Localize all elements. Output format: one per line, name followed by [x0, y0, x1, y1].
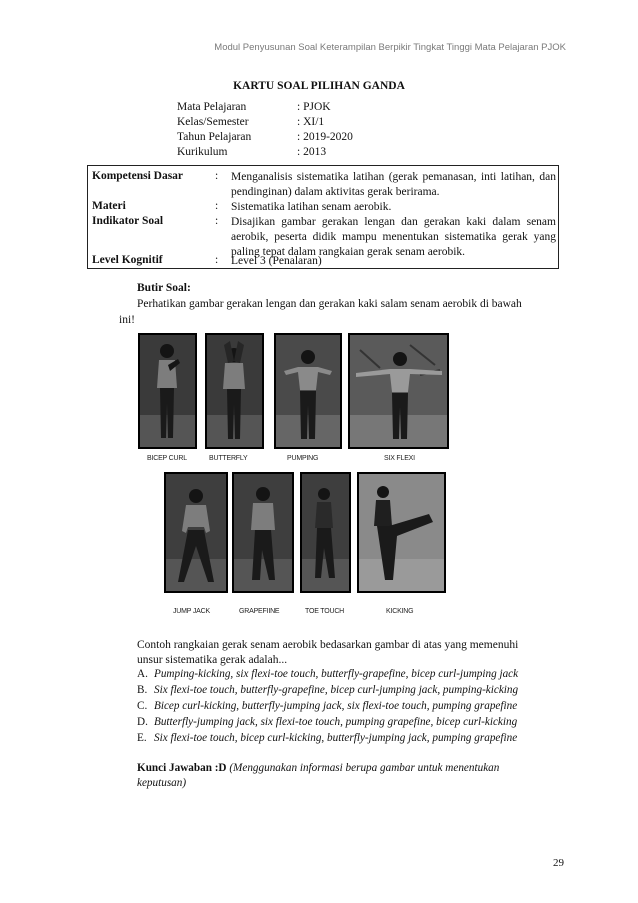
option-text: Pumping-kicking, six flexi-toe touch, butterfly-grapefine, bicep curl-jumping jack: [154, 668, 519, 680]
caption-six-flexi: SIX FLEXI: [384, 455, 415, 462]
option-letter: E.: [137, 732, 147, 744]
butterfly-figure: [207, 335, 262, 447]
meta-value: : XI/1: [297, 116, 325, 128]
colon: :: [215, 254, 219, 266]
photo-jump-jack: [164, 472, 228, 593]
meta-value: : 2013: [297, 146, 327, 158]
jump-jack-figure: [166, 474, 226, 591]
option-letter: A.: [137, 668, 148, 680]
photo-bicep-curl: [138, 333, 197, 449]
caption-jump-jack: JUMP JACK: [173, 608, 210, 615]
running-header: Modul Penyusunan Soal Keterampilan Berpikir Tingkat Tinggi Mata Pelajaran PJOK: [214, 42, 566, 53]
colon: :: [215, 170, 219, 182]
option-letter: C.: [137, 700, 148, 712]
pumping-figure: [276, 335, 340, 447]
material-text: Sistematika latihan senam aerobik.: [231, 201, 392, 213]
option-text: Butterfly-jumping jack, six flexi-toe touch, pumping grapefine, bicep curl-kicking: [154, 716, 518, 728]
caption-bicep-curl: BICEP CURL: [147, 455, 187, 462]
caption-butterfly: BUTTERFLY: [209, 455, 248, 462]
competency-text: Menganalisis sistematika latihan (gerak pemanasan, inti latihan, dan pendinginan) dalam aktivitas gerak berirama.: [231, 171, 556, 198]
photo-grapevine: [232, 472, 294, 593]
meta-label: Kurikulum: [177, 146, 228, 158]
caption-pumping: PUMPING: [287, 455, 319, 462]
colon: :: [215, 200, 219, 212]
level-label: Level Kognitif: [92, 254, 163, 266]
photo-pumping: [274, 333, 342, 449]
card-title: KARTU SOAL PILIHAN GANDA: [233, 80, 405, 92]
prompt-line-1: Contoh rangkaian gerak senam aerobik bedasarkan gambar di atas yang memenuhi: [137, 639, 519, 651]
caption-kicking: KICKING: [386, 608, 414, 615]
caption-toe-touch: TOE TOUCH: [305, 608, 345, 615]
meta-label: Kelas/Semester: [177, 116, 249, 128]
question-line-1: Perhatikan gambar gerakan lengan dan gerakan kaki salam senam aerobik di bawah: [137, 298, 522, 310]
grapevine-figure: [234, 474, 292, 591]
answer-label: Kunci Jawaban :D: [137, 762, 227, 774]
answer-key: [137, 762, 499, 774]
answer-note-2: keputusan): [137, 777, 187, 789]
level-text: Level 3 (Penalaran): [231, 255, 322, 267]
option-text: Six flexi-toe touch, bicep curl-kicking, butterfly-jumping jack, pumping grapefine: [154, 732, 518, 744]
meta-value: : PJOK: [297, 101, 331, 113]
meta-label: Tahun Pelajaran: [177, 131, 252, 143]
competency-box: [87, 165, 559, 269]
prompt-line-2: unsur sistematika gerak adalah...: [137, 654, 288, 666]
photo-six-flexi: [348, 333, 449, 449]
indicator-label: Indikator Soal: [92, 215, 164, 227]
competency-label: Kompetensi Dasar: [92, 170, 184, 182]
meta-label: Mata Pelajaran: [177, 101, 247, 113]
toe-touch-figure: [302, 474, 349, 591]
photo-toe-touch: [300, 472, 351, 593]
meta-value: : 2019-2020: [297, 131, 353, 143]
indicator-text: Disajikan gambar gerakan lengan dan gerakan kaki dalam senam aerobik, peserta didik mampu menentukan sistematika gerak yang paling tepat dalam rangkaian gerak senam aerobik.: [231, 216, 556, 258]
caption-grapevine: GRAPEFIINE: [239, 608, 280, 615]
six-flexi-figure: [350, 335, 447, 447]
colon: :: [215, 215, 219, 227]
option-text: Bicep curl-kicking, butterfly-jumping jack, six flexi-toe touch, pumping grapefine: [154, 700, 518, 712]
option-letter: B.: [137, 684, 148, 696]
question-line-2: ini!: [119, 314, 135, 326]
material-label: Materi: [92, 200, 126, 212]
question-heading: Butir Soal:: [137, 282, 191, 294]
option-text: Six flexi-toe touch, butterfly-grapefine, bicep curl-jumping jack, pumping-kicking: [154, 684, 519, 696]
photo-butterfly: [205, 333, 264, 449]
photo-kicking: [357, 472, 446, 593]
bicep-curl-figure: [140, 335, 195, 447]
page-number: 29: [553, 857, 564, 869]
kicking-figure: [359, 474, 444, 591]
answer-note: (Menggunakan informasi berupa gambar untuk menentukan: [226, 762, 500, 774]
option-letter: D.: [137, 716, 148, 728]
